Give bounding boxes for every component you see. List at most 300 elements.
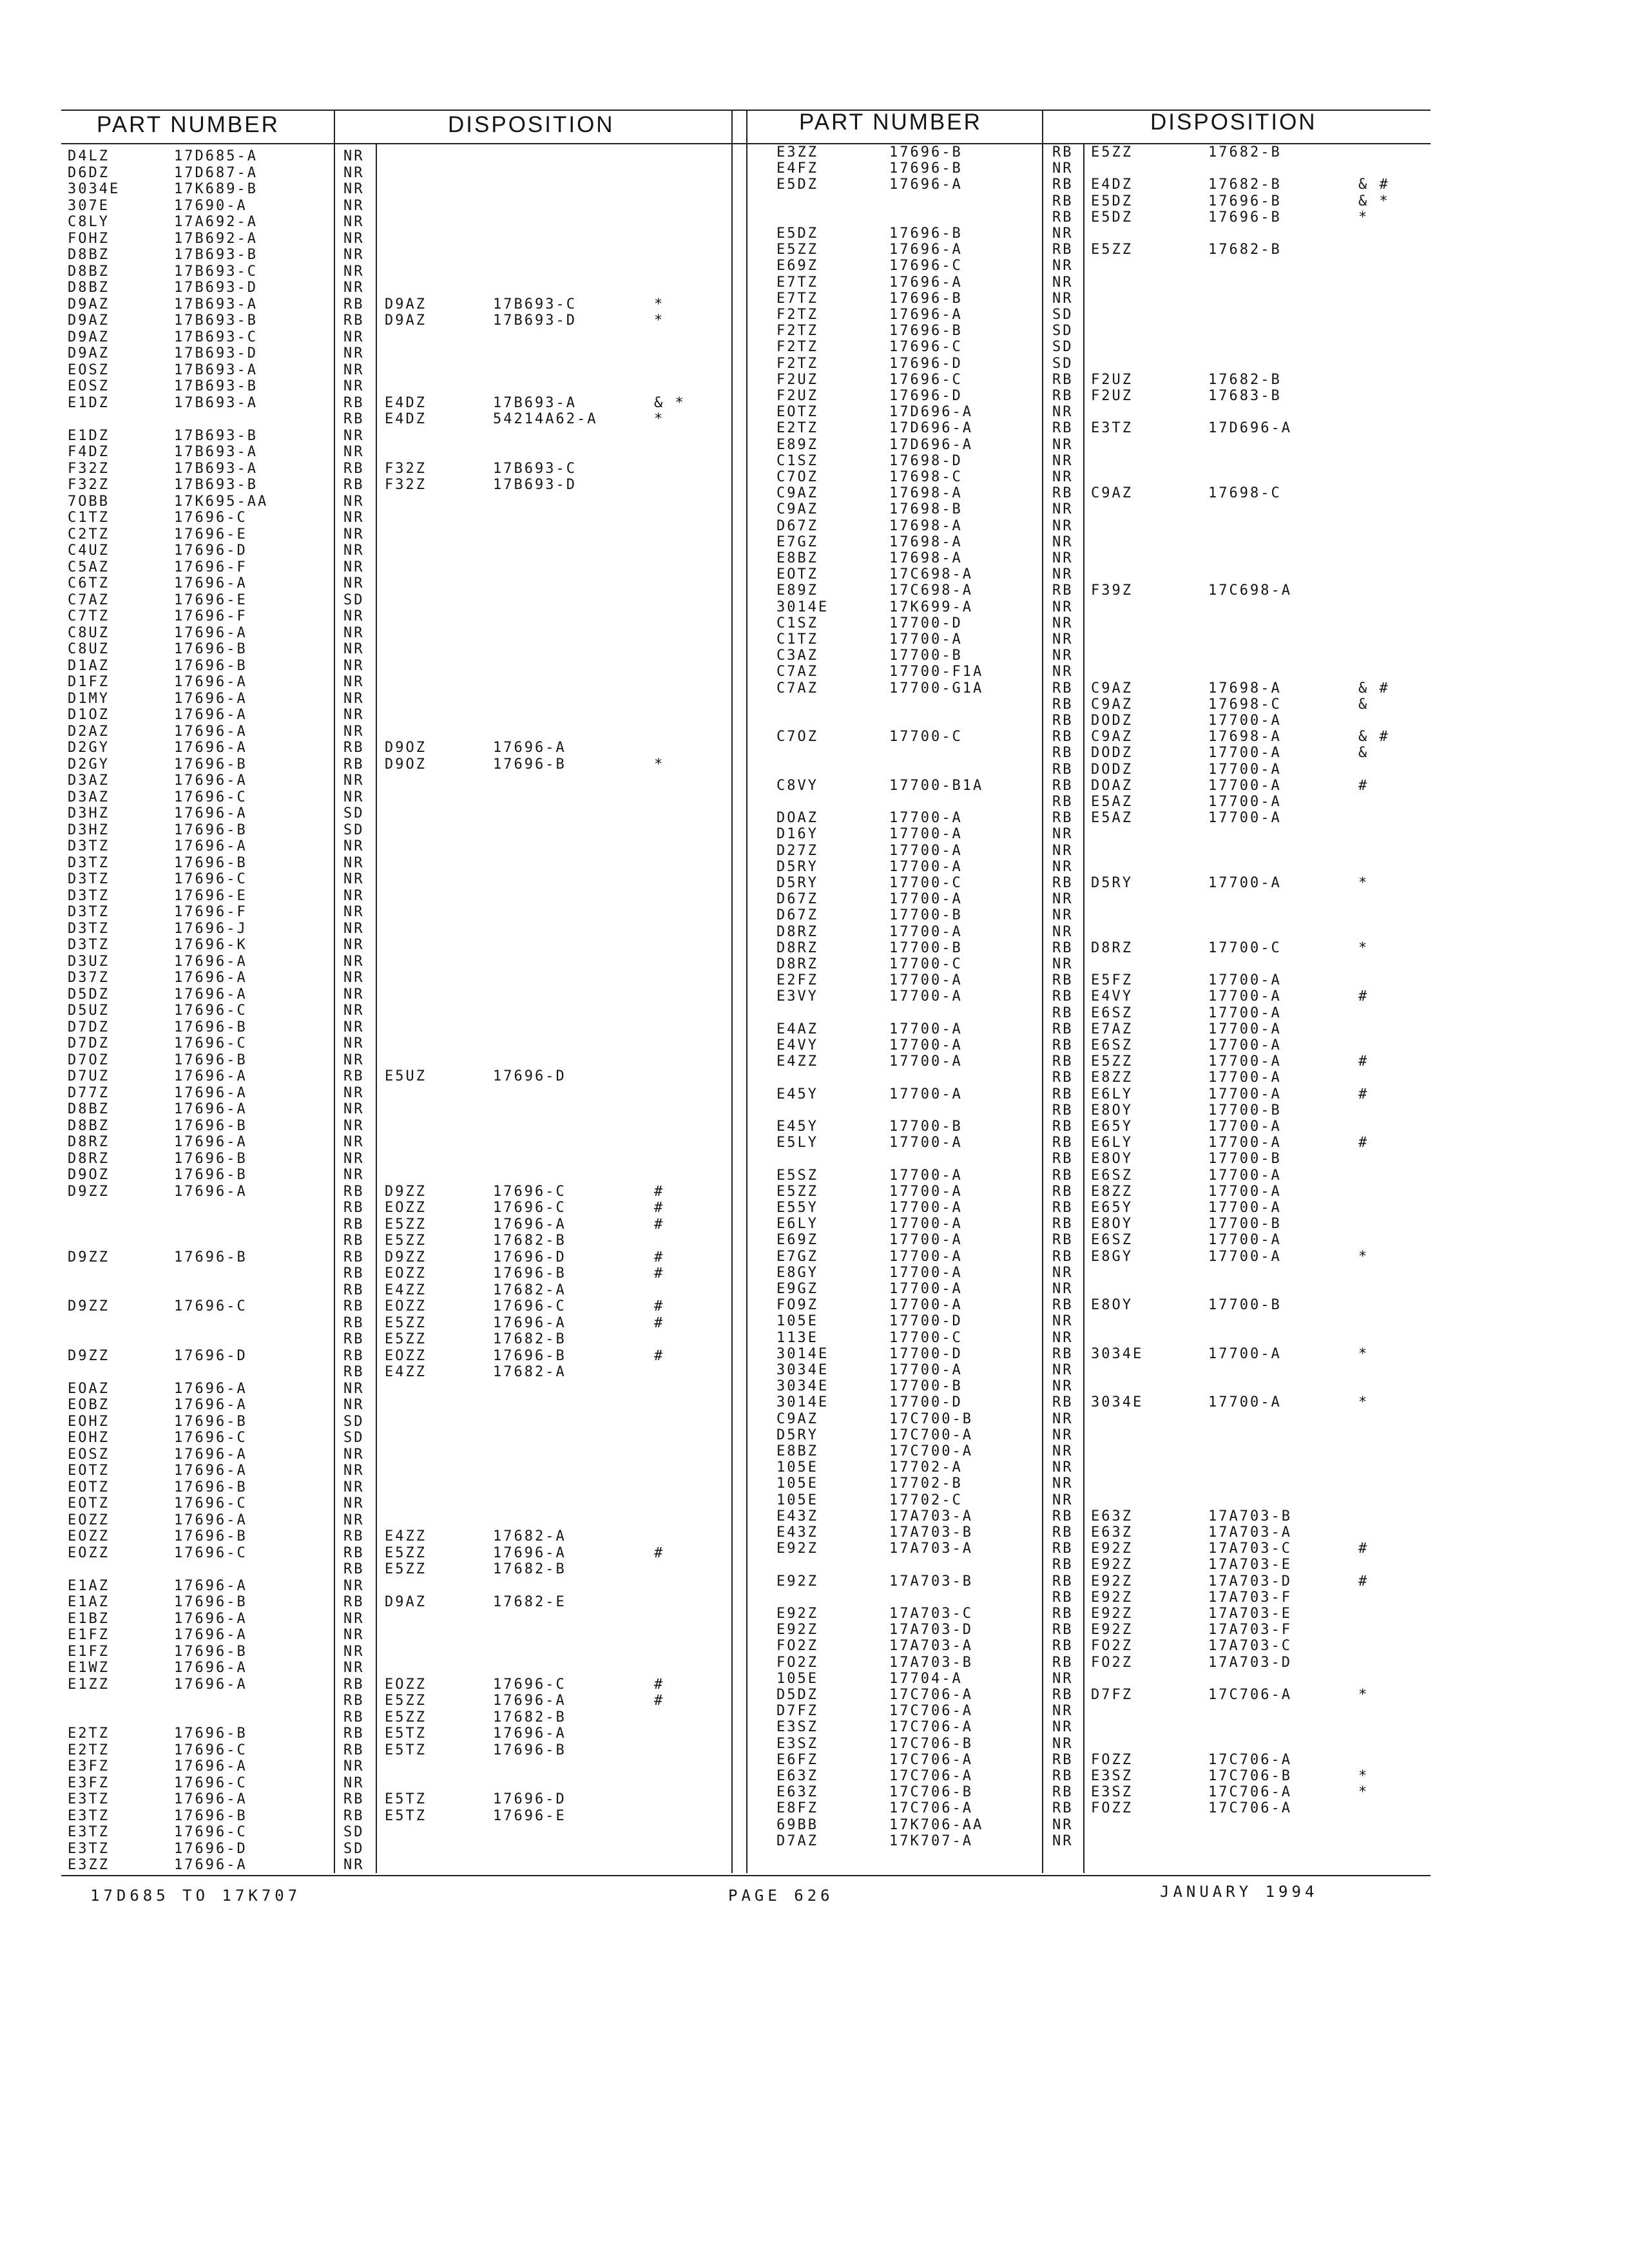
part-prefix: D8RZ — [776, 923, 818, 940]
disposition-code: NR — [343, 970, 365, 986]
replacement-prefix: 3034E — [1091, 1394, 1144, 1411]
part-number: 17700-A — [889, 1216, 963, 1233]
part-number: 17696-C — [174, 1824, 247, 1840]
part-number: 17696-A — [174, 805, 247, 822]
replacement-number: 17696-D — [493, 1791, 566, 1807]
part-number: 17702-A — [889, 1459, 963, 1476]
replacement-number: 17A703-C — [1208, 1638, 1292, 1655]
part-prefix: C8LY — [68, 214, 110, 230]
replacement-number: 17682-B — [1208, 242, 1282, 258]
disposition-code: RB — [343, 1693, 365, 1709]
replacement-prefix: E4DZ — [385, 411, 427, 427]
part-prefix: E1FZ — [68, 1627, 110, 1643]
part-number: 17696-C — [889, 258, 963, 274]
replacement-prefix: E5ZZ — [1091, 242, 1133, 258]
replacement-prefix: E6SZ — [1091, 1232, 1133, 1249]
part-prefix: 105E — [776, 1670, 818, 1687]
disposition-code: NR — [1052, 631, 1074, 648]
disposition-code: RB — [1052, 1784, 1074, 1801]
replacement-prefix: E8OY — [1091, 1216, 1133, 1233]
replacement-number: 17700-A — [1208, 1135, 1282, 1151]
part-number: 17696-B — [174, 1019, 247, 1035]
part-prefix: D8BZ — [68, 280, 110, 296]
replacement-number: 17696-C — [493, 1183, 566, 1200]
part-prefix: E92Z — [776, 1541, 818, 1557]
part-prefix: E63Z — [776, 1784, 818, 1801]
note-mark: # — [654, 1298, 665, 1314]
disposition-code: NR — [1052, 452, 1074, 469]
part-prefix: D8BZ — [68, 1117, 110, 1134]
disposition-code: NR — [1052, 907, 1074, 924]
part-prefix: EOHZ — [68, 1430, 110, 1446]
part-number: 17700-B1A — [889, 777, 984, 794]
replacement-number: 17700-A — [1208, 988, 1282, 1005]
disposition-code: RB — [1052, 1135, 1074, 1151]
part-number: 17696-A — [174, 1627, 247, 1643]
disposition-code: NR — [1052, 1329, 1074, 1346]
part-number: 17D687-A — [174, 164, 258, 181]
replacement-number: 17682-A — [493, 1364, 566, 1380]
part-number: 17696-C — [889, 371, 963, 388]
replacement-prefix: F39Z — [1091, 582, 1133, 599]
part-prefix: C4UZ — [68, 543, 110, 559]
part-prefix: D2GY — [68, 756, 110, 773]
part-prefix: EOTZ — [68, 1463, 110, 1479]
part-prefix: C2TZ — [68, 526, 110, 543]
disposition-code: NR — [343, 1052, 365, 1068]
part-prefix: D8RZ — [776, 939, 818, 956]
part-prefix: C7AZ — [776, 680, 818, 697]
replacement-number: 17696-C — [493, 1298, 566, 1314]
part-number: 17C706-B — [889, 1735, 973, 1752]
disposition-code: NR — [343, 181, 365, 197]
part-number: 17696-E — [174, 887, 247, 904]
disposition-code: NR — [1052, 1362, 1074, 1378]
replacement-number: 17700-A — [1208, 1183, 1282, 1200]
replacement-prefix: E4DZ — [1091, 177, 1133, 193]
replacement-prefix: E4ZZ — [385, 1364, 427, 1380]
part-prefix: E1AZ — [68, 1594, 110, 1610]
replacement-prefix: E8ZZ — [1091, 1070, 1133, 1086]
part-number: 17700-A — [889, 988, 963, 1005]
part-number: 17700-C — [889, 956, 963, 972]
disposition-code: SD — [1052, 339, 1074, 356]
replacement-prefix: E63Z — [1091, 1524, 1133, 1541]
disposition-code: RB — [1052, 193, 1074, 209]
replacement-number: 17682-B — [493, 1709, 566, 1725]
disposition-code: NR — [343, 1610, 365, 1627]
note-mark: & * — [654, 394, 686, 411]
replacement-prefix: E8GY — [1091, 1248, 1133, 1265]
part-prefix: D3TZ — [68, 920, 110, 937]
disposition-code: RB — [1052, 875, 1074, 891]
part-prefix: E2TZ — [68, 1742, 110, 1758]
replacement-prefix: E8OY — [1091, 1151, 1133, 1168]
disposition-code: RB — [1052, 1248, 1074, 1265]
replacement-number: 17682-B — [1208, 144, 1282, 160]
part-prefix: D3TZ — [68, 937, 110, 953]
part-prefix: E6LY — [776, 1216, 818, 1233]
disposition-code: RB — [1052, 1102, 1074, 1119]
part-prefix: EOBZ — [68, 1397, 110, 1413]
part-prefix: D67Z — [776, 907, 818, 924]
disposition-code: RB — [343, 1265, 365, 1282]
disposition-code: NR — [343, 575, 365, 591]
replacement-prefix: F2UZ — [1091, 388, 1133, 404]
replacement-number: 17700-B — [1208, 1102, 1282, 1119]
part-prefix: E1BZ — [68, 1610, 110, 1627]
replacement-prefix: D5RY — [1091, 875, 1133, 891]
disposition-code: SD — [343, 822, 365, 838]
part-prefix: E69Z — [776, 258, 818, 274]
replacement-number: 17A703-A — [1208, 1524, 1292, 1541]
disposition-code: RB — [343, 740, 365, 756]
replacement-number: 17B693-D — [493, 312, 577, 329]
part-prefix: D1MY — [68, 690, 110, 707]
part-number: 17700-D — [889, 1394, 963, 1411]
part-prefix: E7TZ — [776, 274, 818, 291]
left-disposition-header: DISPOSITION — [448, 112, 615, 137]
part-prefix: EOTZ — [68, 1495, 110, 1512]
disposition-code: NR — [343, 838, 365, 854]
disposition-code: RB — [1052, 1508, 1074, 1524]
part-number: 17D696-A — [889, 420, 973, 437]
replacement-prefix: FOZZ — [1091, 1751, 1133, 1768]
disposition-code: NR — [1052, 842, 1074, 859]
replacement-prefix: EOZZ — [385, 1200, 427, 1216]
disposition-code: NR — [1052, 274, 1074, 291]
replacement-prefix: E5FZ — [1091, 972, 1133, 989]
part-prefix: EOZZ — [68, 1544, 110, 1561]
part-prefix: E92Z — [776, 1622, 818, 1639]
part-prefix: F32Z — [68, 460, 110, 477]
part-number: 17696-A — [174, 1610, 247, 1627]
disposition-code: RB — [343, 1791, 365, 1807]
part-number: 17696-B — [174, 1807, 247, 1824]
disposition-code: NR — [343, 197, 365, 214]
replacement-number: 17A703-E — [1208, 1557, 1292, 1573]
replacement-prefix: E92Z — [1091, 1541, 1133, 1557]
replacement-prefix: DOAZ — [1091, 777, 1133, 794]
replacement-number: 17700-B — [1208, 1151, 1282, 1168]
replacement-number: 17682-B — [1208, 177, 1282, 193]
disposition-code: RB — [1052, 713, 1074, 729]
disposition-code: NR — [343, 329, 365, 345]
part-prefix: D67Z — [776, 517, 818, 534]
replacement-number: 17696-B — [493, 1742, 566, 1758]
note-mark: # — [1358, 1541, 1369, 1557]
disposition-code: RB — [343, 312, 365, 329]
replacement-prefix: C9AZ — [1091, 729, 1133, 745]
disposition-code: RB — [1052, 1589, 1074, 1606]
replacement-number: 17683-B — [1208, 388, 1282, 404]
disposition-code: RB — [1052, 1021, 1074, 1037]
replacement-number: 17C706-A — [1208, 1751, 1292, 1768]
part-number: 17696-B — [174, 1150, 247, 1167]
part-prefix: F2TZ — [776, 307, 818, 323]
part-prefix: E55Y — [776, 1200, 818, 1216]
part-prefix: D5DZ — [68, 986, 110, 1003]
part-number: 17696-F — [174, 904, 247, 920]
part-number: 17B693-B — [174, 378, 258, 394]
part-number: 17698-A — [889, 533, 963, 550]
disposition-code: NR — [343, 920, 365, 937]
part-prefix: D8RZ — [776, 956, 818, 972]
disposition-code: NR — [1052, 469, 1074, 485]
part-number: 17696-A — [174, 1084, 247, 1101]
part-prefix: C1SZ — [776, 452, 818, 469]
part-number: 17C706-A — [889, 1703, 973, 1720]
replacement-prefix: E6SZ — [1091, 1037, 1133, 1053]
disposition-code: RB — [343, 756, 365, 773]
part-prefix: E3FZ — [68, 1774, 110, 1791]
part-number: 17702-B — [889, 1475, 963, 1492]
disposition-code: NR — [343, 641, 365, 657]
part-number: 17696-B — [174, 756, 247, 773]
part-prefix: D5DZ — [776, 1687, 818, 1703]
part-number: 17C700-B — [889, 1410, 973, 1427]
part-number: 17696-A — [174, 1134, 247, 1150]
part-prefix: 69BB — [776, 1816, 818, 1833]
disposition-code: NR — [343, 1627, 365, 1643]
replacement-number: 17698-C — [1208, 485, 1282, 502]
disposition-code: RB — [1052, 177, 1074, 193]
replacement-number: 17700-B — [1208, 1297, 1282, 1314]
disposition-code: RB — [343, 1314, 365, 1331]
disposition-code: RB — [343, 1200, 365, 1216]
disposition-code: NR — [343, 1101, 365, 1117]
part-prefix: D5RY — [776, 875, 818, 891]
part-number: 17A703-B — [889, 1524, 973, 1541]
disposition-code: NR — [343, 1035, 365, 1052]
part-prefix: E43Z — [776, 1524, 818, 1541]
disposition-code: NR — [1052, 1281, 1074, 1297]
replacement-prefix: E92Z — [1091, 1573, 1133, 1590]
disposition-code: NR — [343, 378, 365, 394]
part-prefix: EOTZ — [776, 404, 818, 421]
disposition-code: NR — [1052, 550, 1074, 566]
part-number: 17700-A — [889, 1086, 963, 1102]
part-prefix: E1FZ — [68, 1643, 110, 1660]
disposition-code: RB — [343, 394, 365, 411]
part-prefix: D7AZ — [776, 1832, 818, 1849]
part-prefix: EOZZ — [68, 1512, 110, 1528]
part-prefix: E8BZ — [776, 550, 818, 566]
part-prefix: D67Z — [776, 891, 818, 908]
replacement-prefix: E8ZZ — [1091, 1183, 1133, 1200]
replacement-prefix: E8OY — [1091, 1102, 1133, 1119]
part-number: 17696-A — [174, 1512, 247, 1528]
disposition-code: NR — [343, 1577, 365, 1594]
replacement-number: 17696-B — [1208, 193, 1282, 209]
part-number: 17696-A — [174, 986, 247, 1003]
part-prefix: C7OZ — [776, 729, 818, 745]
part-prefix: 3014E — [776, 1394, 829, 1411]
part-number: 17696-A — [174, 1397, 247, 1413]
part-prefix: 3034E — [776, 1378, 829, 1395]
part-prefix: C9AZ — [776, 1410, 818, 1427]
part-prefix: FO2Z — [776, 1638, 818, 1655]
part-number: 17696-D — [889, 388, 963, 404]
note-mark: # — [654, 1265, 665, 1282]
replacement-number: 17698-C — [1208, 696, 1282, 713]
part-number: 17A703-B — [889, 1654, 973, 1671]
replacement-prefix: E4ZZ — [385, 1528, 427, 1544]
replacement-number: 17696-A — [493, 1725, 566, 1742]
disposition-code: NR — [1052, 664, 1074, 680]
replacement-number: 17700-A — [1208, 972, 1282, 989]
part-prefix: E5LY — [776, 1135, 818, 1151]
disposition-code: RB — [1052, 1167, 1074, 1184]
replacement-prefix: FOZZ — [1091, 1800, 1133, 1817]
part-prefix: E7GZ — [776, 1248, 818, 1265]
part-number: 17A703-A — [889, 1541, 973, 1557]
note-mark: & — [1358, 696, 1369, 713]
disposition-code: RB — [1052, 1345, 1074, 1362]
part-prefix: E4VY — [776, 1037, 818, 1053]
part-number: 17696-A — [174, 674, 247, 690]
disposition-code: NR — [343, 280, 365, 296]
part-number: 17700-C — [889, 729, 963, 745]
part-number: 17696-A — [174, 624, 247, 641]
disposition-code: NR — [343, 1167, 365, 1183]
note-mark: * — [1358, 1248, 1369, 1265]
disposition-code: NR — [343, 707, 365, 723]
replacement-number: 17700-A — [1208, 1053, 1282, 1070]
part-prefix: FOHZ — [68, 230, 110, 247]
part-prefix: D37Z — [68, 970, 110, 986]
disposition-code: NR — [1052, 826, 1074, 843]
part-prefix: E69Z — [776, 1232, 818, 1249]
part-number: 17700-A — [889, 1248, 963, 1265]
replacement-number: 17698-A — [1208, 729, 1282, 745]
replacement-number: 17696-B — [493, 756, 566, 773]
replacement-number: 17700-A — [1208, 1232, 1282, 1249]
replacement-number: 17700-A — [1208, 1004, 1282, 1021]
part-prefix: 105E — [776, 1313, 818, 1330]
disposition-code: RB — [1052, 1768, 1074, 1784]
part-prefix: C7AZ — [68, 591, 110, 608]
part-number: 17696-B — [174, 1117, 247, 1134]
part-number: 17A703-A — [889, 1508, 973, 1524]
part-number: 17C706-A — [889, 1800, 973, 1817]
replacement-number: 17D696-A — [1208, 420, 1292, 437]
part-prefix: E3VY — [776, 988, 818, 1005]
disposition-code: RB — [1052, 485, 1074, 502]
disposition-code: RB — [1052, 1557, 1074, 1573]
disposition-code: NR — [343, 953, 365, 970]
disposition-code: RB — [1052, 1070, 1074, 1086]
disposition-code: NR — [343, 1380, 365, 1397]
part-number: 17700-A — [889, 1021, 963, 1037]
left-column-divider — [334, 111, 335, 1873]
disposition-code: RB — [343, 460, 365, 477]
part-number: 17696-C — [174, 1774, 247, 1791]
replacement-prefix: E5DZ — [1091, 209, 1133, 226]
replacement-prefix: EOZZ — [385, 1298, 427, 1314]
part-prefix: E8FZ — [776, 1800, 818, 1817]
replacement-number: 17C706-B — [1208, 1768, 1292, 1784]
part-prefix: E8BZ — [776, 1443, 818, 1459]
disposition-code: NR — [343, 361, 365, 378]
part-prefix: 113E — [776, 1329, 818, 1346]
disposition-code: RB — [343, 1331, 365, 1347]
replacement-number: 17700-B — [1208, 1216, 1282, 1233]
part-number: 17C698-A — [889, 582, 973, 599]
replacement-number: 17A703-D — [1208, 1654, 1292, 1671]
part-prefix: D8RZ — [68, 1150, 110, 1167]
part-number: 17700-B — [889, 648, 963, 664]
replacement-number: 17700-A — [1208, 1086, 1282, 1102]
part-prefix: E3ZZ — [776, 144, 818, 160]
part-number: 17C700-A — [889, 1443, 973, 1459]
replacement-number: 17698-A — [1208, 680, 1282, 697]
disposition-code: NR — [1052, 891, 1074, 908]
replacement-prefix: EOZZ — [385, 1347, 427, 1364]
part-prefix: E3TZ — [68, 1791, 110, 1807]
replacement-prefix: FO2Z — [1091, 1638, 1133, 1655]
disposition-code: NR — [1052, 1459, 1074, 1476]
part-number: 17696-A — [174, 1676, 247, 1693]
disposition-code: NR — [1052, 599, 1074, 615]
part-number: 17696-A — [174, 1380, 247, 1397]
disposition-code: NR — [343, 1446, 365, 1463]
part-prefix: F2UZ — [776, 371, 818, 388]
note-mark: & # — [1358, 177, 1390, 193]
disposition-code: RB — [1052, 777, 1074, 794]
disposition-code: SD — [1052, 355, 1074, 372]
replacement-prefix: D9ZZ — [385, 1183, 427, 1200]
part-number: 17698-C — [889, 469, 963, 485]
part-number: 17696-D — [174, 543, 247, 559]
part-number: 17696-F — [174, 559, 247, 575]
replacement-prefix: E5AZ — [1091, 810, 1133, 827]
part-number: 17B693-A — [174, 444, 258, 460]
part-number: 17700-C — [889, 1329, 963, 1346]
disposition-code: NR — [343, 1463, 365, 1479]
replacement-number: 17700-A — [1208, 1345, 1282, 1362]
left-part-number-header: PART NUMBER — [97, 112, 280, 137]
replacement-number: 17A703-F — [1208, 1589, 1292, 1606]
part-number: 17A703-D — [889, 1622, 973, 1639]
part-prefix: E1WZ — [68, 1660, 110, 1676]
part-number: 17K706-AA — [889, 1816, 984, 1833]
part-prefix: E92Z — [776, 1606, 818, 1622]
disposition-code: RB — [343, 1544, 365, 1561]
part-prefix: E89Z — [776, 436, 818, 453]
part-number: 17696-B — [174, 657, 247, 674]
disposition-code: NR — [343, 230, 365, 247]
replacement-number: 17696-E — [493, 1807, 566, 1824]
part-number: 17696-B — [174, 1052, 247, 1068]
disposition-code: RB — [1052, 1004, 1074, 1021]
disposition-code: SD — [343, 805, 365, 822]
part-prefix: F32Z — [68, 477, 110, 493]
disposition-code: RB — [1052, 680, 1074, 697]
part-prefix: C8UZ — [68, 641, 110, 657]
part-prefix: 3014E — [776, 599, 829, 615]
disposition-code: NR — [343, 1758, 365, 1774]
part-prefix: 3034E — [776, 1362, 829, 1378]
replacement-number: 17700-A — [1208, 1037, 1282, 1053]
part-prefix: D3TZ — [68, 871, 110, 887]
note-mark: # — [654, 1544, 665, 1561]
disposition-code: RB — [1052, 1200, 1074, 1216]
replacement-number: 17696-C — [493, 1200, 566, 1216]
part-number: 17A703-A — [889, 1638, 973, 1655]
part-prefix: C1SZ — [776, 615, 818, 631]
part-number: 17700-B — [889, 907, 963, 924]
